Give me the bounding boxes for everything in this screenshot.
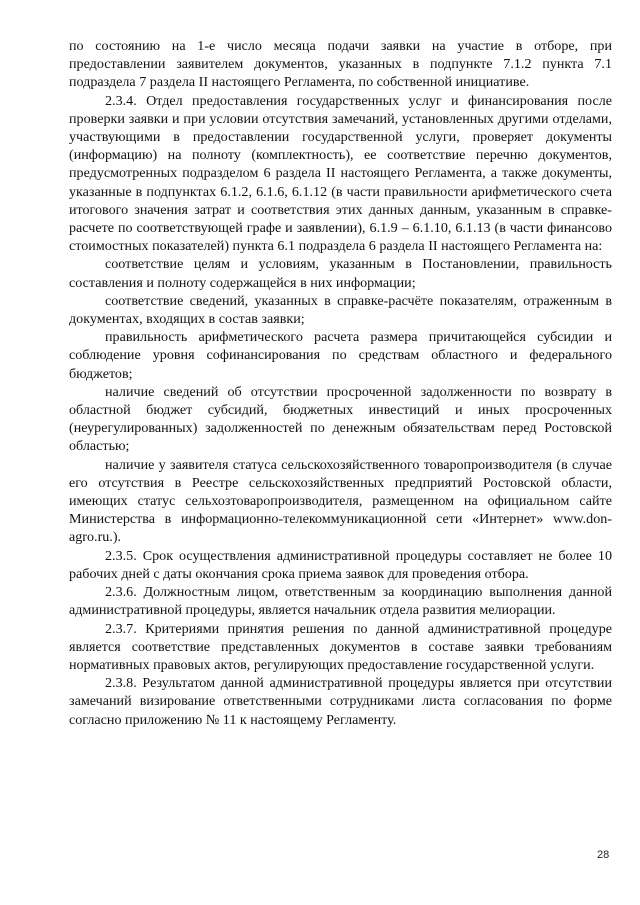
list-item-info-match: соответствие сведений, указанных в справке-расчёте показателям, отраженным в документах, входящих в состав заявки;	[69, 292, 612, 328]
list-item-producer-status: наличие у заявителя статуса сельскохозяйственного товаропроизводителя (в случае его отсутствия в Реестре сельскохозяйственных предприятий Ростовской области, имеющих статус сельхозтоваропроизводителя, размещенном на официальном сайте Министерства в информационно-телекоммуникационной сети «Интернет» www.don-agro.ru.).	[69, 456, 612, 546]
paragraph-2-3-6: 2.3.6. Должностным лицом, ответственным за координацию выполнения данной административной процедуры, является начальник отдела развития мелиорации.	[69, 584, 612, 619]
list-item-calculation: правильность арифметического расчета размера причитающейся субсидии и соблюдение уровня софинансирования по средствам областного и федерального бюджетов;	[69, 329, 612, 382]
paragraph-continuation: по состоянию на 1-е число месяца подачи заявки на участие в отборе, при предоставлении заявителем документов, указанных в подпункте 7.1.2 пункта 7.1 подраздела 7 раздела II настоящего Регламента, по собственной инициативе.	[69, 38, 612, 91]
paragraph-2-3-5: 2.3.5. Срок осуществления административной процедуры составляет не более 10 рабочих дней с даты окончания срока приема заявок для проведения отбора.	[69, 547, 612, 582]
page-number: 28	[597, 849, 610, 861]
paragraph-2-3-4: 2.3.4. Отдел предоставления государственных услуг и финансирования после проверки заявки и при условии отсутствия замечаний, установленных другими отделами, участвующими в предоставлении государственной услуги, проверяет документы (информацию) на полноту (комплектность), ее соответствие перечню документов, предусмотренных подразделом 6 раздела II настоящего Регламента, а также документы, указанные в подпунктах 6.1.2, 6.1.6, 6.1.12 (в части правильности арифметического счета итогового значения затрат и соответствия этих данных данным, указанным в справке-расчете по соответствующей графе и заявлении), 6.1.9 – 6.1.10, 6.1.13 (в части финансово стоимостных показателей) пункта 6.1 подраздела 6 раздела II настоящего Регламента на:	[69, 92, 612, 255]
document-body	[69, 37, 612, 729]
paragraph-2-3-7: 2.3.7. Критериями принятия решения по данной административной процедуре является соответствие представленных документов в составе заявки требованиям нормативных правовых актов, регулирующих предоставление государственной услуги.	[69, 620, 612, 673]
list-item-no-debt: наличие сведений об отсутствии просроченной задолженности по возврату в областной бюджет субсидий, бюджетных инвестиций и иных просроченных (неурегулированных) задолженностей по денежным обязательствам перед Ростовской областью;	[69, 383, 612, 455]
list-item-goals-conditions: соответствие целям и условиям, указанным в Постановлении, правильность составления и полноту содержащейся в них информации;	[69, 256, 612, 291]
paragraph-2-3-8: 2.3.8. Результатом данной административной процедуры является при отсутствии замечаний визирование ответственными сотрудниками листа согласования по форме согласно приложению № 11 к настоящему Регламенту.	[69, 675, 612, 728]
